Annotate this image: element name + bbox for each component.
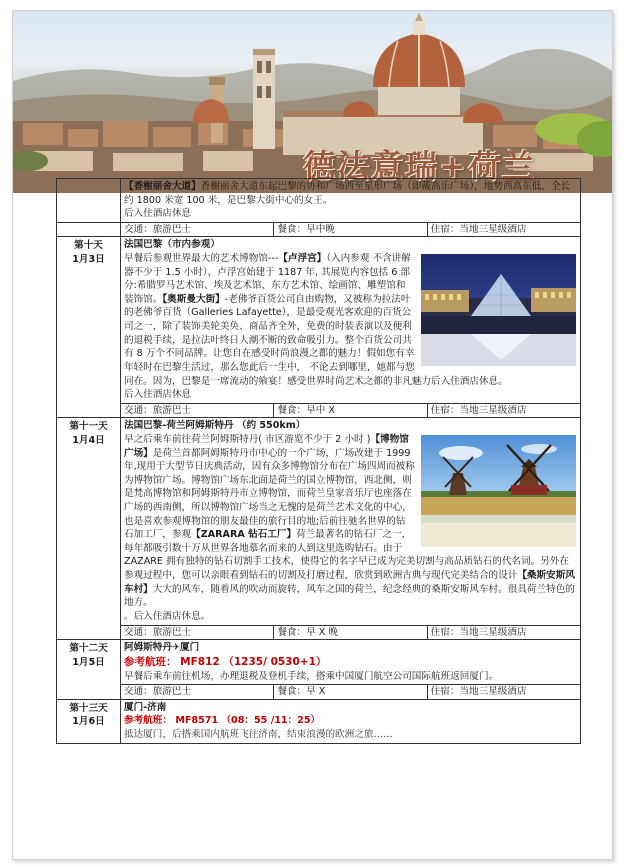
meals-cell: 餐食：早 X bbox=[274, 685, 427, 700]
day-label: 第十一天 bbox=[69, 421, 108, 433]
louvre-pyramid-photo bbox=[421, 254, 576, 366]
meals-cell: 餐食：早中 X bbox=[274, 403, 427, 418]
day-date: 1月3日 bbox=[72, 254, 105, 266]
day-label: 第十二天 bbox=[69, 643, 108, 655]
day-title: 阿姆斯特丹✈厦门 bbox=[124, 642, 200, 654]
flight-info bbox=[124, 714, 576, 728]
day-row bbox=[57, 418, 581, 625]
day-cell bbox=[57, 237, 121, 418]
hotel-line: 。后入住酒店休息。 bbox=[124, 610, 211, 622]
content-cell bbox=[121, 237, 581, 403]
service-row bbox=[57, 222, 581, 237]
day-date: 1月6日 bbox=[72, 716, 105, 728]
text-segment: （入内参观 不含讲解器不少于 1.5 小时），卢浮宫始建于 1187 年, 其展览内容包括 6 部分:希腊罗马艺术馆、埃及艺术馆、东方艺术馆、绘画馆、雕塑馆和装饰馆。 bbox=[124, 253, 411, 305]
itinerary-table bbox=[56, 178, 581, 744]
transport-cell: 交通：旅游巴士 bbox=[121, 403, 274, 418]
highlight: 【奥斯曼大街】 bbox=[162, 293, 225, 305]
day-cell bbox=[57, 699, 121, 743]
lodging-cell: 住宿：当地三星级酒店 bbox=[427, 685, 580, 700]
transport-cell: 交通：旅游巴士 bbox=[121, 222, 274, 237]
flight-code: MF8571 bbox=[175, 715, 219, 727]
day-date: 1月4日 bbox=[72, 434, 105, 446]
day-row bbox=[57, 237, 581, 403]
highlight: 【博物馆广场】 bbox=[124, 433, 409, 459]
highlight: 【卢浮宫】 bbox=[278, 253, 327, 265]
banner-title: 德法意瑞+荷兰 bbox=[303, 147, 536, 185]
service-row bbox=[57, 403, 581, 418]
day-description: 早餐后乘车前往机场，办理退税及登机手续，搭乘中国厦门航空公司国际航班返回厦门。 bbox=[124, 670, 499, 682]
text-segment: -老佛爷百货公司自由购物，又被称为拉法叶的老佛爷百货（Galleries Lafayette），是最受观光客欢迎的百货公司之一，除了装饰美轮美奂、商品齐全外，免费的时装表演以及便利的退税手续，是拉法叶终日人潮不断的致命吸引力。整个百货公司共有 8 万个不同品牌。让您自在感受时尚浪漫之都的魅力！假如您有幸年轻时在巴黎生活过，那么您此后一生中， 不论去到哪里，她都与您同在。因为，巴黎是一席流动的飨宴！感受世界时尚艺术之都的非凡魅力后入住酒店休息。 bbox=[124, 293, 508, 387]
meals-cell: 餐食：早中晚 bbox=[274, 222, 427, 237]
flight-time: （1235/ 0530+1） bbox=[223, 655, 327, 668]
service-row bbox=[57, 625, 581, 640]
flight-time: （08：55 /11：25） bbox=[221, 715, 321, 727]
lodging-cell: 住宿：当地三星级酒店 bbox=[427, 403, 580, 418]
day-date: 1月5日 bbox=[72, 656, 105, 668]
florence-banner bbox=[13, 11, 612, 193]
day-row bbox=[57, 699, 581, 743]
day-cell bbox=[57, 418, 121, 640]
text-segment: 荷兰最著名的钻石厂之一，每年都吸引数十万从世界各地慕名而来的人到这里选购钻石。由于 ZAZARE 拥有独特的钻石切割手工技术，使得它的名字早已成为完美切割与高品质钻石的代名词。另外在参观过程中，您可以亲眼看到钻石的切割及打磨过程，欣赏到欧洲古典与现代完美结合的设计 bbox=[124, 529, 569, 582]
day-cell bbox=[57, 640, 121, 700]
content-cell bbox=[121, 179, 581, 223]
service-row bbox=[57, 685, 581, 700]
flight-label: 参考航班： bbox=[124, 715, 172, 727]
windmill-photo bbox=[421, 435, 576, 547]
highlight: 【桑斯安斯风车村】 bbox=[124, 570, 575, 595]
day-title: 厦门-济南 bbox=[124, 701, 167, 713]
flight-label: 参考航班： bbox=[124, 655, 177, 668]
text-segment: 早之后乘车前往荷兰阿姆斯特丹( 市区游览不少于 2 小时 ) bbox=[124, 433, 371, 445]
content-cell bbox=[121, 699, 581, 743]
text-segment: 早餐后参观世界最大的艺术博物馆--- bbox=[124, 253, 279, 265]
day-label: 第十天 bbox=[74, 240, 103, 252]
hotel-line: 后入住酒店休息 bbox=[124, 389, 192, 401]
text-segment: 大大的风车，随着风的吹动而旋转，风车之国的荷兰，纪念经典的桑斯安斯风车村。很具荷兰特色的地方。 bbox=[124, 583, 575, 609]
hotel-line: 后入住酒店休息 bbox=[124, 208, 192, 220]
day-title: 法国巴黎（市内参观） bbox=[124, 239, 220, 251]
day-title: 法国巴黎-荷兰阿姆斯特丹 （约 550km） bbox=[124, 420, 306, 432]
day-label: 第十三天 bbox=[69, 702, 108, 714]
flight-code: MF812 bbox=[180, 655, 220, 668]
lodging-cell: 住宿：当地三星级酒店 bbox=[427, 625, 580, 640]
flight-info bbox=[124, 655, 576, 670]
day-cell bbox=[57, 222, 121, 237]
lodging-cell: 住宿：当地三星级酒店 bbox=[427, 222, 580, 237]
highlight: 【香榭丽舍大道】 bbox=[124, 181, 201, 192]
highlight: 【ZARARA 钻石工厂】 bbox=[191, 529, 297, 541]
day-description: 抵达厦门，后搭乘国内航班飞往济南，结束浪漫的欧洲之旅…… bbox=[124, 729, 393, 741]
text-segment: 是荷兰首都阿姆斯特丹市中心的一个广场，广场改建于 1999 年,现用于大型节日庆典活动，因有众多博物馆分布在广场四周而被称为博物馆广场。博物馆广场东北面是荷兰的国立博物馆，西北侧，则是梵高博物馆和阿姆斯特丹市立博物馆，而荷兰皇家音乐厅也座落在广场的西南侧，所以博物馆广场当之无愧的是荷兰艺术文化的中心，也是喜欢参观博物馆的朋友最佳的旅行目的地;后前往驰名世界的钻石加工厂，参观 bbox=[124, 447, 415, 541]
itinerary-page bbox=[12, 10, 613, 860]
meals-cell: 餐食：早 X 晚 bbox=[274, 625, 427, 640]
content-cell bbox=[121, 418, 581, 625]
day-cell bbox=[57, 179, 121, 223]
day-row bbox=[57, 640, 581, 685]
continuation-row bbox=[57, 179, 581, 223]
content-cell bbox=[121, 640, 581, 685]
transport-cell: 交通：旅游巴士 bbox=[121, 625, 274, 640]
transport-cell: 交通：旅游巴士 bbox=[121, 685, 274, 700]
text-segment: 香榭丽舍大道东起巴黎的协和广场西至星形广场（即戴高乐广场），地势西高东低，全长约 1800 米宽 100 米，是巴黎大街中心的女王。 bbox=[124, 181, 571, 206]
continuation-text bbox=[124, 180, 576, 207]
